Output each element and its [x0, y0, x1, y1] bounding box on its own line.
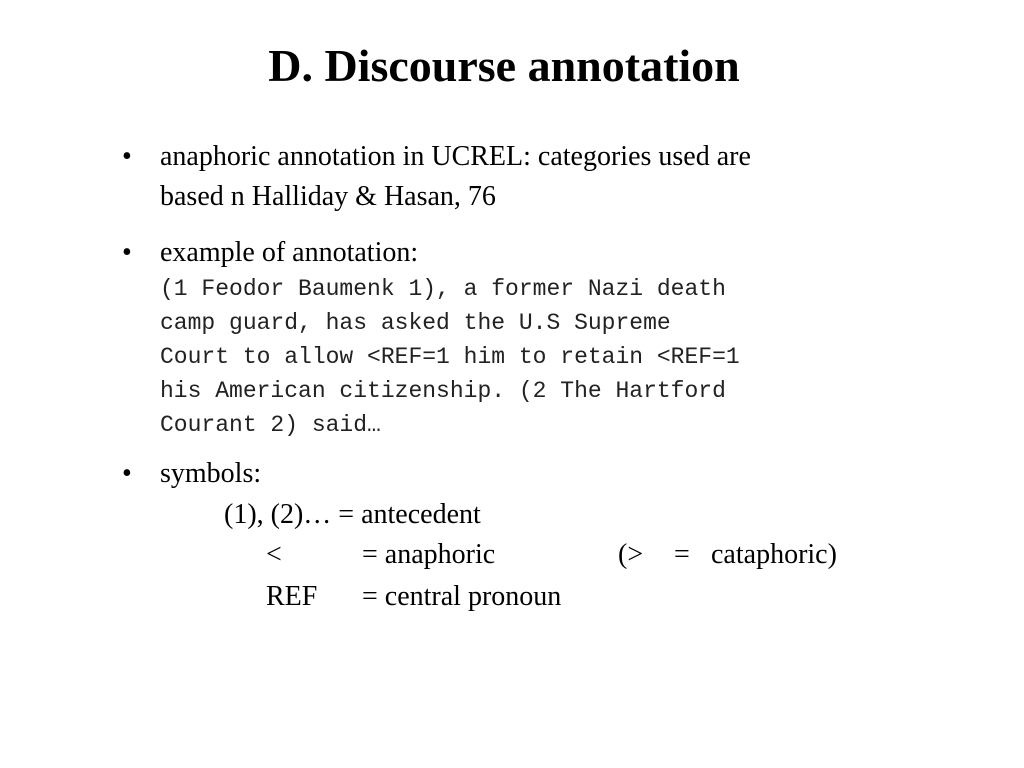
bullet-1-line-1: anaphoric annotation in UCREL: categories used are	[160, 141, 751, 172]
slide-title: D. Discourse annotation	[268, 40, 740, 91]
bullet-2-label: example of annotation:	[160, 237, 419, 268]
example-line: his American citizenship. (2 The Hartford	[160, 378, 726, 404]
example-line: Court to allow <REF=1 him to retain <REF=1	[160, 344, 740, 370]
symbol-cataphoric-equals: =	[674, 539, 690, 570]
bullet-1-line-2: based n Halliday & Hasan, 76	[160, 181, 496, 212]
symbol-cataphoric-sign: (>	[618, 539, 644, 570]
symbol-cataphoric-meaning: cataphoric)	[711, 539, 837, 570]
annotation-example	[160, 272, 740, 442]
bullet-marker: •	[122, 237, 132, 268]
example-line: camp guard, has asked the U.S Supreme	[160, 310, 671, 336]
example-line: Courant 2) said…	[160, 412, 381, 438]
bullet-marker: •	[122, 141, 132, 172]
symbol-anaphoric-meaning: = anaphoric	[362, 539, 496, 570]
bullet-marker: •	[122, 458, 132, 489]
symbol-antecedent: (1), (2)… = antecedent	[224, 499, 481, 530]
symbol-anaphoric-sign: <	[266, 539, 282, 570]
bullet-3-label: symbols:	[160, 458, 262, 489]
example-line: (1 Feodor Baumenk 1), a former Nazi death	[160, 276, 726, 302]
symbol-ref: REF	[266, 581, 318, 612]
symbol-ref-meaning: = central pronoun	[362, 581, 562, 612]
